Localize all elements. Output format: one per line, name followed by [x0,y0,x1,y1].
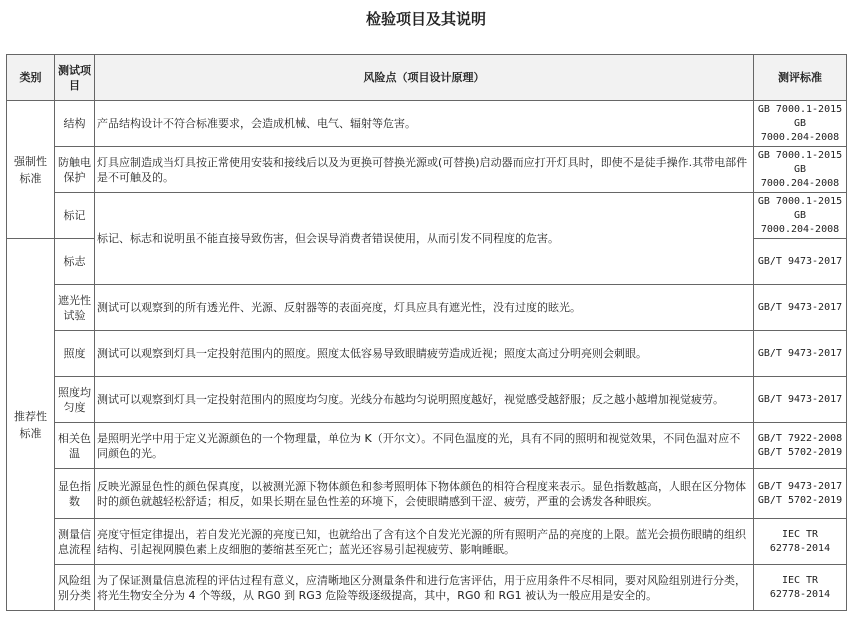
item-cell: 结构 [55,101,95,147]
item-cell: 标记 [55,193,95,239]
standard-line: IEC TR [781,528,819,540]
risk-cell: 测试可以观察到灯具一定投射范围内的照度均匀度。光线分布越均匀说明照度越好，视觉感受越舒服；反之越小越增加视觉疲劳。 [95,377,754,423]
table-row [7,193,847,239]
standard-line: GB/T 9473-2017 [757,393,843,405]
item-cell: 防触电保护 [55,147,95,193]
standard-line: 62778-2014 [769,588,831,600]
item-cell: 遮光性试验 [55,285,95,331]
risk-cell: 为了保证测量信息流程的评估过程有意义，应清晰地区分测量条件和进行危害评估，用于应用条件不尽相同，要对风险组别进行分类，将光生物安全分为 4 个等级，从 RG0 到 RG3 危险等级逐级提高，其中，RG0 和 RG1 被认为一般应用是安全的。 [95,565,754,611]
standard-cell [754,565,847,611]
standard-line: GB/T 7922-2008 [757,432,843,444]
item-cell: 相关色温 [55,423,95,469]
item-cell: 照度均匀度 [55,377,95,423]
standard-line: GB [793,117,807,129]
standard-cell [754,239,847,285]
standard-cell [754,423,847,469]
item-cell: 显色指数 [55,469,95,519]
risk-cell: 测试可以观察到的所有透光件、光源、反射器等的表面亮度，灯具应具有遮光性，没有过度的眩光。 [95,285,754,331]
table-row [7,423,847,469]
risk-cell: 灯具应制造成当灯具按正常使用安装和接线后以及为更换可替换光源或(可替换)启动器而应打开灯具时，即使不是徒手操作.其带电部件是不可触及的。 [95,147,754,193]
header-category: 类别 [7,55,55,101]
standard-line: GB/T 9473-2017 [757,255,843,267]
standard-cell [754,519,847,565]
risk-cell: 反映光源显色性的颜色保真度，以被测光源下物体颜色和参考照明体下物体颜色的相符合程度来表示。显色指数越高，人眼在区分物体时的颜色就越轻松舒适；相反，如果长期在显色性差的环境下，会使眼睛感到干涩、疲劳，严重的会诱发各种眼疾。 [95,469,754,519]
standard-cell [754,193,847,239]
standard-cell [754,377,847,423]
risk-cell: 是照明光学中用于定义光源颜色的一个物理量，单位为 K（开尔文）。不同色温度的光，具有不同的照明和视觉效果，不同色温对应不同颜色的光。 [95,423,754,469]
risk-cell: 测试可以观察到灯具一定投射范围内的照度。照度太低容易导致眼睛疲劳造成近视；照度太高过分明亮则会刺眼。 [95,331,754,377]
table-row [7,147,847,193]
standard-cell [754,285,847,331]
standard-cell [754,147,847,193]
table-row [7,565,847,611]
standard-line: IEC TR [781,574,819,586]
category-recommended: 推荐性标准 [7,239,55,611]
standard-line: GB/T 5702-2019 [757,494,843,506]
header-risk: 风险点（项目设计原理） [95,55,754,101]
standard-line: 7000.204-2008 [760,131,840,143]
standard-line: 62778-2014 [769,542,831,554]
category-mandatory: 强制性标准 [7,101,55,239]
table-row [7,101,847,147]
standard-line: GB 7000.1-2015 [757,195,843,207]
risk-cell: 标记、标志和说明虽不能直接导致伤害，但会误导消费者错误使用，从而引发不同程度的危害。 [95,193,754,285]
standard-line: GB/T 5702-2019 [757,446,843,458]
standard-line: GB 7000.1-2015 [757,149,843,161]
item-cell: 风险组别分类 [55,565,95,611]
inspection-table [6,54,847,611]
standard-cell [754,101,847,147]
standard-line: 7000.204-2008 [760,223,840,235]
standard-line: GB/T 9473-2017 [757,480,843,492]
table-row [7,469,847,519]
risk-cell: 亮度守恒定律提出，若自发光光源的亮度已知，也就给出了含有这个自发光光源的所有照明产品的亮度的上限。蓝光会损伤眼睛的组织结构、引起视网膜色素上皮细胞的萎缩甚至死亡；蓝光还容易引起视疲劳、影响睡眠。 [95,519,754,565]
header-standard: 测评标准 [754,55,847,101]
table-row [7,331,847,377]
standard-cell [754,331,847,377]
table-row [7,285,847,331]
standard-line: 7000.204-2008 [760,177,840,189]
item-cell: 标志 [55,239,95,285]
standard-line: GB [793,209,807,221]
standard-line: GB/T 9473-2017 [757,301,843,313]
standard-line: GB 7000.1-2015 [757,103,843,115]
header-item: 测试项目 [55,55,95,101]
standard-cell [754,469,847,519]
table-row [7,377,847,423]
standard-line: GB/T 9473-2017 [757,347,843,359]
standard-line: GB [793,163,807,175]
item-cell: 测量信息流程 [55,519,95,565]
header-row [7,55,847,101]
risk-cell: 产品结构设计不符合标准要求，会造成机械、电气、辐射等危害。 [95,101,754,147]
table-row [7,519,847,565]
page-title: 检验项目及其说明 [365,10,486,28]
item-cell: 照度 [55,331,95,377]
